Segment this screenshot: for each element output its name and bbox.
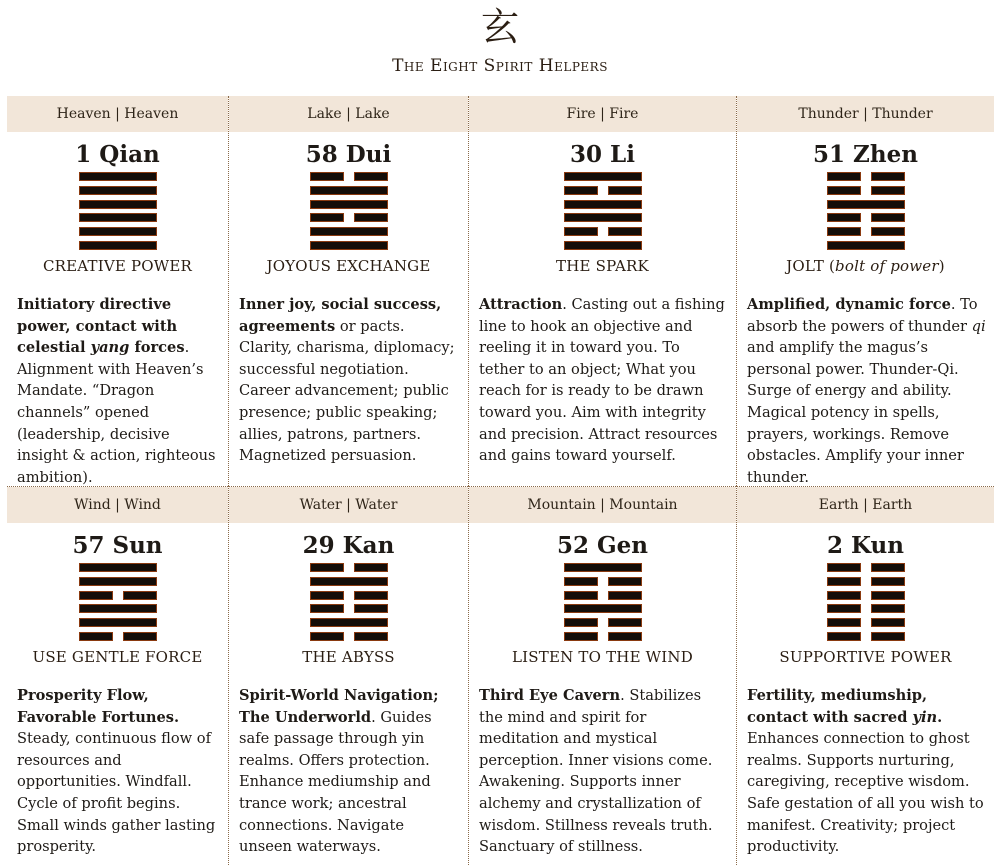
- hexagram-description: Inner joy, social success, agreements or pacts. Clarity, charisma, diplomacy; successful negotiation. Career advancement; public presence; public speaking; allies, patrons, partners. Magnetized persuasion.: [239, 296, 455, 465]
- line-segment: [80, 564, 156, 571]
- hexagram-title: 51 Zhen: [813, 141, 918, 168]
- yin-line: [828, 187, 904, 194]
- hexagram-name: SUPPORTIVE POWER: [779, 648, 952, 666]
- yang-line: [565, 605, 641, 612]
- line-segment: [311, 187, 387, 194]
- trigram-heading: Heaven | Heaven: [7, 96, 228, 132]
- line-segment: [872, 173, 904, 180]
- yang-line: [565, 214, 641, 221]
- line-segment: [355, 633, 387, 640]
- line-segment: [80, 242, 156, 249]
- line-segment: [565, 201, 641, 208]
- yang-line: [80, 214, 156, 221]
- line-segment: [872, 214, 904, 221]
- line-segment: [80, 592, 112, 599]
- yang-line: [311, 578, 387, 585]
- trigram-heading: Mountain | Mountain: [469, 487, 736, 523]
- line-segment: [80, 605, 156, 612]
- line-segment: [565, 173, 641, 180]
- helper-card-qian: [7, 96, 228, 486]
- line-segment: [355, 564, 387, 571]
- helper-card-zhen: [736, 96, 994, 486]
- hexagram-description: Amplified, dynamic force. To absorb the powers of thunder qi and amplify the magus’s personal power. Thunder-Qi. Surge of energy and ability. Magical potency in spells, prayers, workings. Remove obstacles. Amplify your inner thunder.: [747, 296, 986, 486]
- hexagram-description: Attraction. Casting out a fishing line to hook an objective and reeling it in toward you. To tether to an object; What you reach for is ready to be drawn toward you. Aim with integrity and precision. Attract resources and gains toward yourself.: [479, 296, 725, 465]
- hexagram-icon: [311, 564, 387, 640]
- yang-line: [311, 228, 387, 235]
- line-segment: [828, 201, 904, 208]
- line-segment: [828, 592, 860, 599]
- yin-line: [311, 605, 387, 612]
- yin-line: [828, 592, 904, 599]
- line-segment: [355, 592, 387, 599]
- hexagram-description: Prosperity Flow, Favorable Fortunes. Steady, continuous flow of resources and opportunities. Windfall. Cycle of profit begins. Small winds gather lasting prosperity.: [17, 687, 216, 856]
- yin-line: [565, 592, 641, 599]
- helper-card-sun: [7, 486, 228, 865]
- line-segment: [80, 578, 156, 585]
- line-segment: [355, 214, 387, 221]
- yin-line: [311, 633, 387, 640]
- line-segment: [872, 619, 904, 626]
- yang-line: [80, 605, 156, 612]
- helper-card-gen: [468, 486, 736, 865]
- helper-card-kan: [228, 486, 468, 865]
- line-segment: [828, 564, 860, 571]
- yang-line: [828, 242, 904, 249]
- hexagram-icon: [828, 173, 904, 249]
- hexagram-title: 52 Gen: [556, 532, 648, 559]
- line-segment: [609, 187, 641, 194]
- yang-line: [828, 201, 904, 208]
- hexagram-description: Spirit-World Navigation; The Underworld. Guides safe passage through yin realms. Offers protection. Enhance mediumship and trance work; ancestral connections. Navigate unseen waterways.: [239, 687, 439, 856]
- line-segment: [80, 633, 112, 640]
- yang-line: [80, 564, 156, 571]
- line-segment: [565, 242, 641, 249]
- helper-card-li: [468, 96, 736, 486]
- yang-line: [311, 242, 387, 249]
- yang-line: [311, 187, 387, 194]
- line-segment: [609, 228, 641, 235]
- line-segment: [565, 605, 641, 612]
- line-segment: [609, 578, 641, 585]
- line-segment: [609, 633, 641, 640]
- line-segment: [828, 578, 860, 585]
- helpers-grid: [7, 96, 994, 865]
- hexagram-name: JOYOUS EXCHANGE: [266, 257, 431, 275]
- page-title: The Eight Spirit Helpers: [392, 56, 608, 76]
- yin-line: [828, 619, 904, 626]
- yang-line: [80, 187, 156, 194]
- hexagram-description: Initiatory directive power, contact with celestial yang forces. Alignment with Heaven’s Mandate. “Dragon channels” opened (leadership, decisive insight & action, righteous ambition).: [17, 296, 216, 486]
- yang-line: [565, 564, 641, 571]
- line-segment: [355, 605, 387, 612]
- yin-line: [828, 578, 904, 585]
- yang-line: [565, 173, 641, 180]
- line-segment: [311, 201, 387, 208]
- line-segment: [311, 242, 387, 249]
- line-segment: [828, 633, 860, 640]
- line-segment: [828, 187, 860, 194]
- yin-line: [828, 564, 904, 571]
- hexagram-name: THE ABYSS: [302, 648, 395, 666]
- hexagram-name: CREATIVE POWER: [42, 257, 193, 275]
- line-segment: [311, 619, 387, 626]
- yin-line: [565, 619, 641, 626]
- line-segment: [872, 564, 904, 571]
- line-segment: [80, 228, 156, 235]
- hexagram-icon: [828, 564, 904, 640]
- page-glyph: 玄: [480, 5, 519, 49]
- line-segment: [311, 214, 343, 221]
- yin-line: [565, 578, 641, 585]
- yang-line: [80, 228, 156, 235]
- yang-line: [80, 242, 156, 249]
- yin-line: [565, 228, 641, 235]
- line-segment: [565, 228, 597, 235]
- line-segment: [565, 214, 641, 221]
- hexagram-icon: [565, 564, 641, 640]
- hexagram-title: 58 Dui: [305, 141, 392, 168]
- line-segment: [311, 633, 343, 640]
- yin-line: [565, 633, 641, 640]
- line-segment: [311, 228, 387, 235]
- line-segment: [80, 173, 156, 180]
- line-segment: [872, 633, 904, 640]
- hexagram-title: 2 Kun: [827, 532, 904, 559]
- line-segment: [80, 201, 156, 208]
- line-segment: [565, 633, 597, 640]
- yin-line: [80, 592, 156, 599]
- line-segment: [565, 187, 597, 194]
- helper-card-kun: [736, 486, 994, 865]
- hexagram-title: 30 Li: [570, 141, 635, 168]
- yin-line: [311, 214, 387, 221]
- yin-line: [828, 173, 904, 180]
- hexagram-name: USE GENTLE FORCE: [32, 648, 203, 666]
- line-segment: [872, 592, 904, 599]
- yin-line: [311, 592, 387, 599]
- line-segment: [828, 242, 904, 249]
- line-segment: [828, 619, 860, 626]
- yin-line: [828, 228, 904, 235]
- hexagram-title: 1 Qian: [75, 141, 160, 168]
- line-segment: [565, 578, 597, 585]
- line-segment: [565, 564, 641, 571]
- yang-line: [80, 173, 156, 180]
- yin-line: [311, 564, 387, 571]
- line-segment: [311, 173, 343, 180]
- hexagram-description: Third Eye Cavern. Stabilizes the mind and spirit for meditation and mystical perception. Inner visions come. Awakening. Supports inner alchemy and crystallization of wisdom. Stillness reveals truth. Sanctuary of stillness.: [479, 687, 713, 856]
- yin-line: [828, 214, 904, 221]
- line-segment: [872, 578, 904, 585]
- hexagram-icon: [311, 173, 387, 249]
- line-segment: [828, 228, 860, 235]
- line-segment: [565, 619, 597, 626]
- trigram-heading: Fire | Fire: [469, 96, 736, 132]
- hexagram-name: LISTEN TO THE WIND: [512, 648, 693, 666]
- line-segment: [872, 187, 904, 194]
- trigram-heading: Thunder | Thunder: [737, 96, 994, 132]
- yang-line: [565, 242, 641, 249]
- hexagram-icon: [565, 173, 641, 249]
- yin-line: [565, 187, 641, 194]
- yin-line: [80, 633, 156, 640]
- line-segment: [311, 564, 343, 571]
- yang-line: [80, 619, 156, 626]
- line-segment: [609, 619, 641, 626]
- hexagram-icon: [80, 173, 156, 249]
- trigram-heading: Wind | Wind: [7, 487, 228, 523]
- line-segment: [872, 228, 904, 235]
- hexagram-icon: [80, 564, 156, 640]
- yang-line: [80, 578, 156, 585]
- yang-line: [311, 619, 387, 626]
- yin-line: [311, 173, 387, 180]
- yang-line: [565, 201, 641, 208]
- trigram-heading: Water | Water: [229, 487, 468, 523]
- line-segment: [311, 578, 387, 585]
- yin-line: [828, 605, 904, 612]
- line-segment: [872, 605, 904, 612]
- yang-line: [80, 201, 156, 208]
- line-segment: [609, 592, 641, 599]
- line-segment: [565, 592, 597, 599]
- line-segment: [828, 173, 860, 180]
- line-segment: [828, 605, 860, 612]
- hexagram-description: Fertility, mediumship, contact with sacred yin. Enhances connection to ghost realms. Supports nurturing, caregiving, receptive wisdom. Safe gestation of all you wish to manifest. Creativity; project productivity.: [747, 687, 984, 856]
- line-segment: [124, 633, 156, 640]
- trigram-heading: Lake | Lake: [229, 96, 468, 132]
- line-segment: [828, 214, 860, 221]
- line-segment: [80, 619, 156, 626]
- yin-line: [828, 633, 904, 640]
- hexagram-title: 29 Kan: [302, 532, 395, 559]
- line-segment: [311, 592, 343, 599]
- helper-card-dui: [228, 96, 468, 486]
- yang-line: [311, 201, 387, 208]
- line-segment: [124, 592, 156, 599]
- hexagram-name: JOLT (bolt of power): [786, 257, 945, 275]
- line-segment: [355, 173, 387, 180]
- hexagram-name: THE SPARK: [556, 257, 649, 275]
- hexagram-title: 57 Sun: [72, 532, 163, 559]
- line-segment: [80, 187, 156, 194]
- line-segment: [311, 605, 343, 612]
- trigram-heading: Earth | Earth: [737, 487, 994, 523]
- line-segment: [80, 214, 156, 221]
